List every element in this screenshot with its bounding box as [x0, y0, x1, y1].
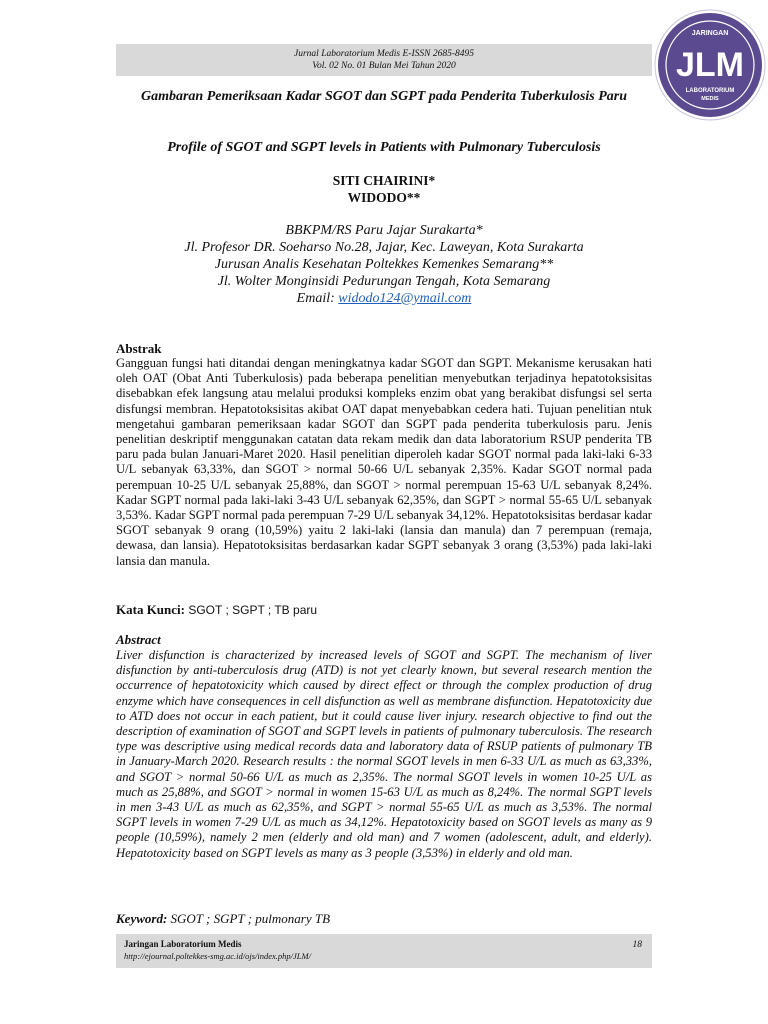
paper-title-indonesian: Gambaran Pemeriksaan Kadar SGOT dan SGPT pada Penderita Tuberkulosis Paru [140, 89, 628, 104]
logo-bottom-text-2: MEDIS [701, 96, 719, 102]
affiliation-4: Jl. Wolter Monginsidi Pedurungan Tengah, Kota Semarang [217, 274, 551, 289]
kata-kunci-label: Kata Kunci: [116, 602, 185, 617]
abstract-heading: Abstract [116, 632, 161, 647]
abstrak-heading: Abstrak [116, 341, 162, 356]
author-list [116, 172, 652, 206]
keyword-label: Keyword: [116, 911, 168, 926]
jlm-logo [653, 8, 767, 122]
keyword-value: SGOT ; SGPT ; pulmonary TB [167, 911, 331, 926]
email-link[interactable]: widodo124@ymail.com [338, 291, 472, 306]
page-number: 18 [632, 940, 642, 950]
footer-url[interactable]: http://ejournal.poltekkes-smg.ac.id/ojs/index.php/JLM/ [124, 951, 311, 961]
issue-line: Vol. 02 No. 01 Bulan Mei Tahun 2020 [312, 61, 456, 71]
kata-kunci [116, 602, 652, 618]
affiliation-1: BBKPM/RS Paru Jajar Surakarta* [285, 223, 483, 238]
email-line [116, 290, 652, 307]
affiliation-2: Jl. Profesor DR. Soeharso No.28, Jajar, Kec. Laweyan, Kota Surakarta [184, 240, 584, 255]
page-footer [116, 934, 652, 968]
footer-journal-title: Jaringan Laboratorium Medis [124, 939, 242, 949]
paper-title-english: Profile of SGOT and SGPT levels in Patients with Pulmonary Tuberculosis [167, 140, 601, 155]
logo-main-text: JLM [676, 46, 744, 84]
logo-top-text: JARINGAN [691, 30, 729, 37]
kata-kunci-value: SGOT ; SGPT ; TB paru [184, 603, 318, 617]
journal-line: Jurnal Laboratorium Medis E-ISSN 2685-8495 [294, 49, 474, 59]
abstrak-text: Gangguan fungsi hati ditandai dengan meningkatnya kadar SGOT dan SGPT. Mekanisme kerusakan hati oleh OAT (Obat Anti Tuberkulosis) pada beberapa penelitian menyebutkan terjadinya hepatotoksisitas disebabkan efek langsung atau melalui produksi kompleks enzim obat yang berakibat disfungsi sel serta disfungsi membran. Hepatotoksisitas akibat OAT dapat menyebabkan cedera hati. Tujuan penelitian ntuk mengetahui gambaran pemeriksaan kadar SGOT dan SGPT pada penderita tuberkulosis paru. Jenis penelitian deskriptif menggunakan catatan data rekam medik dan data laboratorium RSUP penderita TB paru pada bulan Januari-Maret 2020. Hasil penelitian diperoleh kadar SGOT normal pada laki-laki 6-33 U/L sebanyak 63,33%, dan SGOT > normal 50-66 U/L sebanyak 2,35%. Kadar SGOT normal pada perempuan 10-25 U/L sebanyak 25,88%, dan SGOT > normal perempuan 15-63 U/L sebanyak 8,24%. Kadar SGPT normal pada laki-laki 3-43 U/L sebanyak 62,35%, dan SGPT > normal 55-65 U/L sebanyak 3,53%. Kadar SGPT normal pada perempuan 7-29 U/L sebanyak 34,12%. Hepatotoksisitas berdasar kadar SGOT sebanyak 9 orang (10,59%) yaitu 2 laki-laki (lansia dan manula) dan 7 perempuan (remaja, dewasa, dan lansia). Hepatotoksisitas berdasarkan kadar SGPT sebanyak 3 orang (3,53%) pada laki-laki lansia dan manula. [116, 356, 652, 568]
affiliations [116, 222, 652, 307]
logo-bottom-text-1: LABORATORIUM [685, 88, 735, 94]
keyword [116, 911, 652, 927]
journal-header [116, 44, 652, 76]
abstract-text: Liver disfunction is characterized by increased levels of SGOT and SGPT. The mechanism of liver disfunction by anti-tuberculosis drug (ATD) is not yet clearly known, but several research mention the occurrence of hepatotoxicity which caused by direct effect or through the complex production of drug enzyme which have consequences in cell disfunction as well as membrane disfunction. Hepatotoxicity due to ATD does not occur in each patient, but it could cause liver injury. research objective to find out the description of examination of SGOT and SGPT levels in patients of pulmonary tuberculosis. The research type was descriptive using medical records data and laboratory data of RSUP patients of pulmonary TB in January-March 2020. Research results : the normal SGOT levels in men 6-33 U/L as much as 63,33%, and SGOT > normal 50-66 U/L as much as 2,35%. The normal SGOT levels in women 10-25 U/L as much as 25,88%, and SGOT > normal in women 15-63 U/L as much as 8,24%. The normal SGPT levels in men 3-43 U/L as much as 62,35%, and SGPT > normal 55-65 U/L as much as 3,53%. The normal SGPT levels in women 7-29 U/L as much as 34,12%. Hepatotoxicity based on SGOT levels as many as 9 people (10,59%), namely 2 men (elderly and old man) and 7 women (adolescent, adult, and elderly). Hepatotoxicity based on SGPT levels as many as 3 people (3,53%) in elderly and old man. [116, 648, 652, 860]
author-1: SITI CHAIRINI* [332, 173, 436, 188]
author-2: WIDODO** [347, 190, 421, 205]
email-label: Email: [296, 291, 339, 306]
affiliation-3: Jurusan Analis Kesehatan Poltekkes Kemenkes Semarang** [214, 257, 554, 272]
